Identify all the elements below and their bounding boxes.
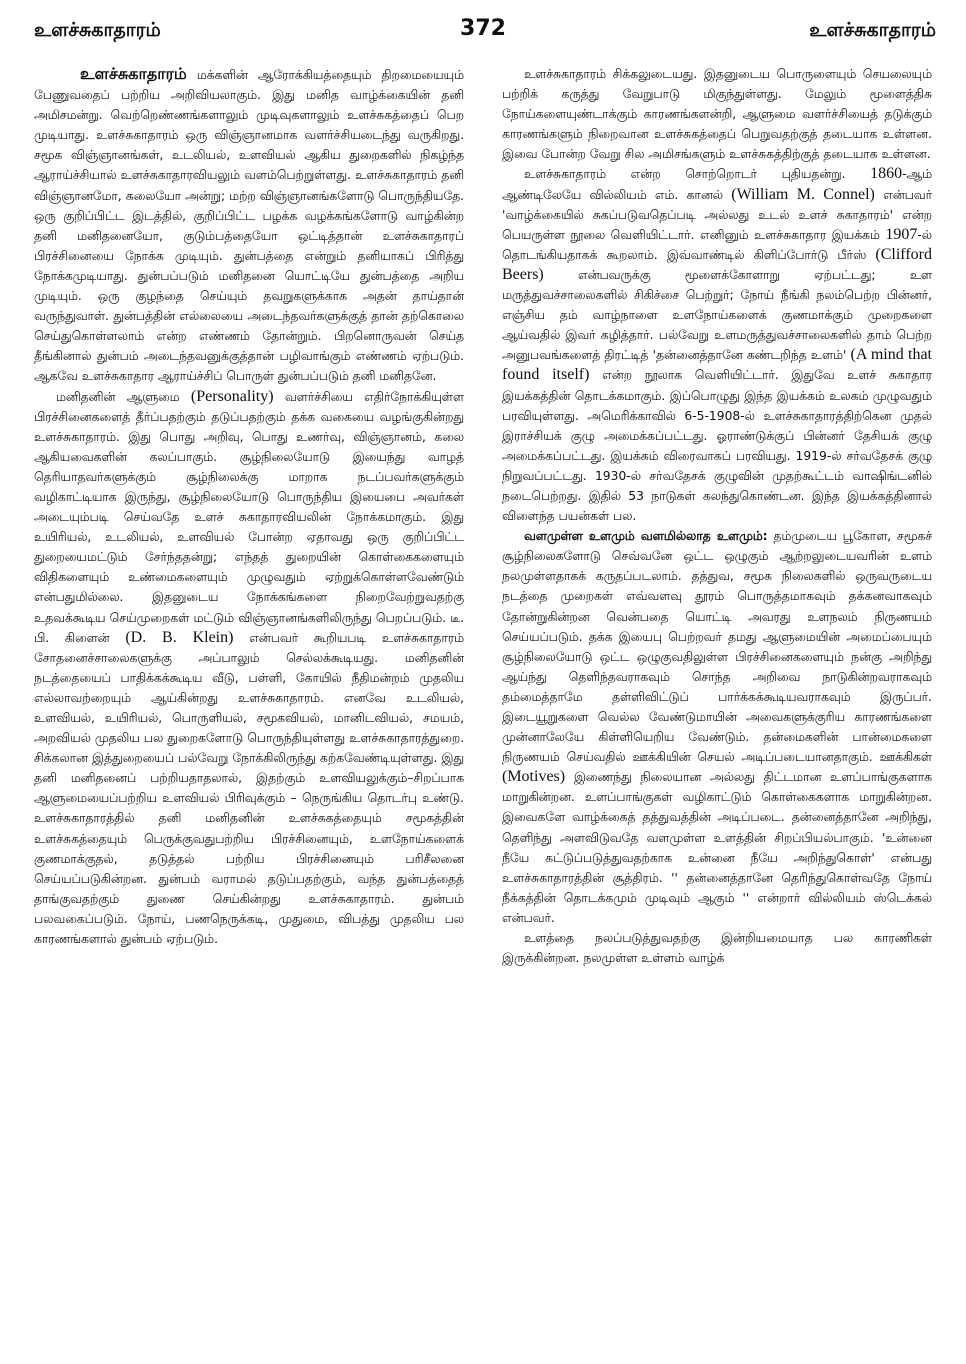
paragraph [502,164,932,526]
paragraph [502,526,932,928]
left-column [34,64,464,1349]
english-term: (Motives) [502,768,566,786]
paragraph-text: வளர்ச்சியை எதிர்நோக்கியுள்ள பிரச்சினைகளைத் தீர்ப்பதற்கும் தடுப்பதற்கும் தக்க வகையை வழங்குகின்றது உளச்சுகாதாரம். இது பொது அறிவு, பொது உணர்வு, விஞ்ஞானம், கலை ஆகியவைகளின் கலப்பாகும். சூழ்நிலையோடு இயைந்து வாழத் தெரியாதவர்களுக்கும் சூழ்நிலைக்கு மாறாக நடப்பவர்களுக்கும் வழிகாட்டியாக இருந்து, சூழ்நிலையோடு பொருந்திய இயைபை அவர்கள் அடையும்படி செய்வதே உளச் சுகாதாரவியலின் நோக்கமாகும். இது உயிரியல், உடலியல், உளவியல் போன்ற ஏதாவது ஒரு குறிப்பிட்ட துறையைமட்டும் சேர்ந்ததன்று; எந்தத் துறையின் கொள்கைகளையும் விதிகளையும் உண்மைகளையும் முழுவதும் ஏற்றுக்கொள்ளவேண்டும் என்பதுமில்லை. இதனுடைய நோக்கங்களை நிறைவேற்றுவதற்கு உதவக்கூடிய செய்முறைகள் மட்டும் விஞ்ஞானங்களிலிருந்து பெறப்படும். டீ. பி. கிளைன் [34,389,464,645]
subheading: வளமுள்ள உளமும் வளமில்லாத உளமும்: [524,529,768,544]
year: 1860 [870,165,903,183]
running-head-right: உளச்சுகாதாரம் [809,19,936,41]
paragraph-text: உளச்சுகாதாரம் சிக்கலுடையது. இதனுடைய பொருளையும் செயலையும் பற்றிக் கருத்து வேறுபாடு மிகுந்துள்ளது. மேலும் மூளைத்திசு நோய்களையுண்டாக்கும் காரணங்களன்றி, ஆளுமை வளர்ச்சியைத் தடுக்கும் காரணங்களும் நிறைவான உளச்சுகத்தைப் பெறுவதற்குத் தடையாக உள்ளன. இவை போன்ற வேறு சில அமிசங்களும் உளச்சுகத்திற்குத் தடையாக உள்ளன. [502,67,932,162]
english-term: (D. B. Klein) [125,628,234,646]
page-number: 372 [460,16,506,41]
paragraph-text: உளச்சுகாதாரம் என்ற சொற்றொடர் புதியதன்று. [524,167,871,182]
paragraph-text: உளத்தை நலப்படுத்துவதற்கு இன்றியமையாத பல காரணிகள் இருக்கின்றன. நலமுள்ள உள்ளம் வாழ்க் [502,931,932,966]
english-term: (Clifford Beers) [502,245,932,283]
paragraph-text: -ஆம் ஆண்டிலேயே வில்லியம் எம். கானல் [502,167,932,202]
paragraph [34,64,464,387]
entry-title: உளச்சுகாதாரம் [80,64,187,83]
running-head-left: உளச்சுகாதாரம் [34,19,161,41]
english-term: (William M. Connel) [731,185,875,203]
paragraph [34,387,464,950]
english-term: (Personality) [190,387,274,405]
paragraph-text: தம்முடைய பூகோள, சமூகச் சூழ்நிலைகளோடு செவ்வனே ஒட்ட ஒழுகும் ஆற்றலுடையவரின் உளம் நலமுள்ளதாகக் கருதப்படலாம். தத்துவ, சமூக நிலைகளில் ஒருவருடைய நடத்தை முறைகள் எவ்வளவு தூரம் பொருத்தமாகவும் தக்கனவாகவும் தோன்றுகின்றன வென்பதை யொட்டி அவரது உளநலம் நிருணயம் செய்யப்படும். தக்க இயைபு பெற்றவர் தமது ஆளுமையின் அமைப்பையும் சூழ்நிலையோடு ஒட்ட ஒழுகுவதிலுள்ள பிரச்சினைகளையும் நன்கு அறிந்து ஆய்ந்து தெளிந்தவராகவும் சொந்த அறிவை நாடுகின்றவராகவும் தம்மைத்தாமே தள்ளிவிட்டுப் பார்க்கக்கூடியவராகவும் இருப்பர். இடையூறுகளை வெல்ல வேண்டுமாயின் அவைகளுக்குரிய காரணங்களை முன்னாலேயே கிள்ளியெறிய வேண்டும். தன்மைகளின் பான்மைகளை நிருணயம் செய்வதில் ஊக்கியின் செயல் அடிப்படையானதாகும். ஊக்கிகள் [502,529,932,765]
paragraph-text: மனிதனின் ஆளுமை [56,389,191,404]
paragraph-text: என்பவருக்கு மூளைக்கோளாறு ஏற்பட்டது; உள மருத்துவச்சாலைகளில் சிகிச்சை பெற்றுர்; நோய் நீங்கி நலம்பெற்ற பின்னர், எஞ்சிய தம் வாழ்நாளை உளநோய்களைக் குணமாக்கும் முறைகளை ஆய்வதில் இவர் கழித்தார். பல்வேறு உளமருத்துவச்சாலைகளில் தாம் பெற்ற அனுபவங்களைத் திரட்டித் 'தன்னைத்தானே கண்டறிந்த உளம்' [502,267,932,363]
paragraph-text: இணைந்து நிலையான அல்லது திட்டமான உளப்பாங்குகளாக மாறுகின்றன. உளப்பாங்குகள் வழிகாட்டும் கொள்கைகளாக மாறுகின்றன. இவைகளே வாழ்க்கைத் தத்துவத்தின் அடிப்படை. தன்னைத்தானே அறிந்து, தெளிந்து அளவிடுவதே வளமுள்ள உளத்தின் சிறப்பியல்பாகும். 'உன்னை நீயே கட்டுப்படுத்துவதற்காக உன்னை நீயே அறிந்துகொள்' என்பது உளச்சுகாதாரத்தின் சூத்திரம். '' தன்னைத்தானே தெரிந்துகொள்வதே நோய் நீக்கத்தின் தொடக்கமும் முடிவும் ஆகும் '' என்றார் வில்லியம் ஸ்டெக்கல் என்பவர். [502,770,932,925]
year: 1907 [885,225,918,243]
paragraph-text: -ல் தொடங்கியதாகக் கூறலாம். இவ்வாண்டில் கிளிப்போர்டு பீர்ஸ் [502,227,932,262]
paragraph-text: என்பவர் 'வாழ்க்கையில் சுகப்படுவதெப்படி அல்லது உடல் உளச் சுகாதாரம்' என்ற பெயருள்ள நூலை வெளியிட்டார். எனினும் உளச்சுகாதார இயக்கம் [502,187,932,242]
paragraph-text: என்ற நூலாக வெளியிட்டார். இதுவே உளச் சுகாதார இயக்கத்தின் தொடக்கமாகும். இப்பொழுது இந்த இயக்கம் உலகம் முழுவதும் பரவியுள்ளது. அமெரிக்காவில் 6-5-1908-ல் உளச்சுகாதாரத்திற்கென முதல் இராச்சியக் குழு அமைக்கப்பட்டது. ஓராண்டுக்குப் பின்னர் தேசியக் குழு அமைக்கப்பட்டது. இயக்கம் விரைவாகப் பரவியது. 1919-ல் சர்வதேசக் குழு நிறுவப்பட்டது. 1930-ல் சர்வதேசக் குழுவின் முதற்கூட்டம் வாஷிங்டனில் நடைபெற்றது. இதில் 53 நாடுகள் கலந்துகொண்டன. இந்த இயக்கத்தினால் விளைந்த பயன்கள் பல. [502,368,932,524]
english-term: (A mind that found itself) [502,346,932,384]
paragraph [502,64,932,164]
paragraph-text: மக்களின் ஆரோக்கியத்தையும் திறமையையும் பேணுவதைப் பற்றிய அறிவியலாகும். இது மனித வாழ்க்கையின் தனி அமிசமன்று. வெற்றெண்ணங்களாலும் முடிவுகளாலும் உளச்சுகத்தைப் பெற முடியாது. உளச்சுகாதாரம் ஒரு விஞ்ஞானமாக வளர்ச்சியடைந்து வருகிறது. சமூக விஞ்ஞானங்கள், உடலியல், உளவியல் ஆகிய துறைகளில் நிகழ்ந்த ஆராய்ச்சியால் உளச்சுகாதாரவியலும் வளம்பெற்றுள்ளது. உளச்சுகாதாரம் தனி விஞ்ஞானமோ, கலையோ அன்று; மற்ற விஞ்ஞானங்களோடு பொருந்தியதே. ஒரு குறிப்பிட்ட இடத்தில், குறிப்பிட்ட பழக்க வழக்கங்களோடு வாழ்கின்ற தனி மனிதனையோ, குடும்பத்தையோ ஒட்டித்தான் உளச்சுகாதாரப் பிரச்சினையை நோக்க முடியும். துன்பத்தை என்றும் தனியாகப் பிரித்து நோக்கமுடியாது. துன்பப்படும் மனிதனை யொட்டியே துன்பத்தை அறிய முடியும். ஒரு குழந்தை செய்யும் தவறுகளுக்காக அதன் தாய்தான் வருந்துவாள். துன்பத்தின் எல்லையை அடைந்தவர்களுக்குத் தான் தற்கொலை செய்துகொள்ளலாம் என்ற எண்ணம் தோன்றும். பிறனொருவன் செய்த தீங்கினால் துன்பம் அடைந்தவனுக்குத்தான் பழிவாங்கும் எண்ணம் ஏற்படும். ஆகவே உளச்சுகாதார ஆராய்ச்சிப் பொருள் துன்பப்படும் தனி மனிதனே. [34,68,464,384]
paragraph-text: என்பவர் கூறியபடி உளச்சுகாதாரம் சோதனைச்சாலைகளுக்கு அப்பாலும் செல்லக்கூடியது. மனிதனின் நடத்தையைப் பாதிக்கக்கூடிய வீடு, பள்ளி, கோயில் நீதிமன்றம் முதலிய எல்லாவற்றையும் ஆய்கின்றது உளச்சுகாதாரம். எனவே உடலியல், உளவியல், உயிரியல், பொருளியல், சமூகவியல், மானிடவியல், சமயம், அறவியல் முதலிய பல துறைகளோடு பொருந்தியுள்ளது உளச்சுகாதாரத்துறை. சிக்கலான இத்துறையைப் பல்வேறு நோக்கிலிருந்து கற்கவேண்டியுள்ளது. இது தனி மனிதனைப் பற்றியதாதலால், இதற்கும் உளவியலுக்கும்–சிறப்பாக ஆளுமையைப்பற்றிய உளவியல் பிரிவுக்கும் – நெருங்கிய தொடர்பு உண்டு. உளச்சுகாதாரத்தில் தனி மனிதனின் உளச்சுகத்தையும் சமூகத்தின் உளச்சுகத்தையும் பெருக்குவதுபற்றிய பிரச்சினையும், உளநோய்களைக் குணமாக்குதல், தடுத்தல் பற்றிய பிரச்சினையும் பரிசீலனை செய்யப்படுகின்றன. துன்பம் வராமல் தடுப்பதற்கும், வந்த துன்பத்தைத் தாங்குவதற்கும் துணை செய்கின்றது உளச்சுகாதாரம். துன்பம் பலவகைப்படும். நோய், பணநெருக்கடி, முதுமை, விபத்து முதலிய பல காரணங்களால் துன்பம் ஏற்படும். [34,630,464,947]
right-column [502,64,932,1349]
paragraph [502,928,932,968]
